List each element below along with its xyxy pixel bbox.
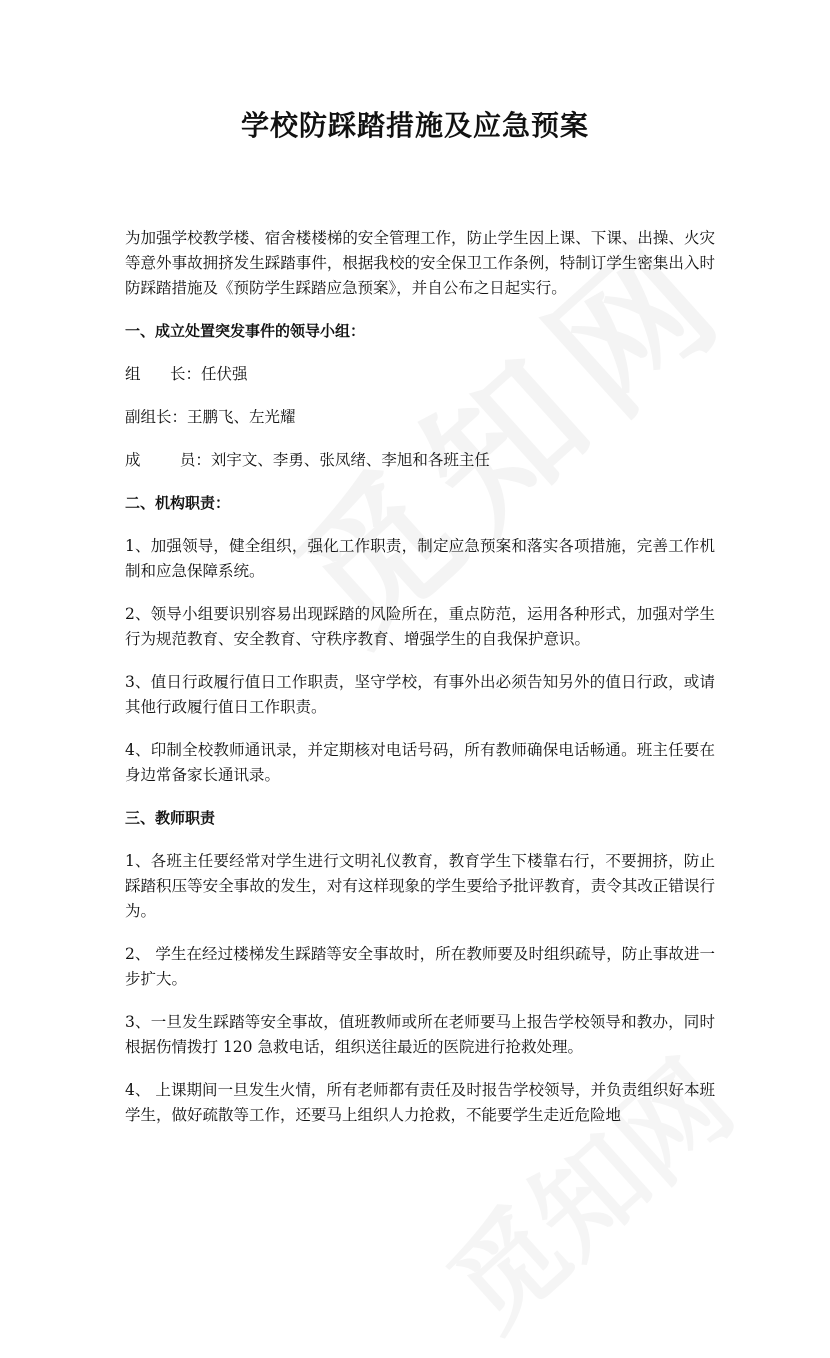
section1-heading: 一、成立处置突发事件的领导小组： [125, 322, 366, 340]
intro-paragraph: 为加强学校教学楼、宿舍楼楼梯的安全管理工作，防止学生因上课、下课、出操、火灾等意外事故拥挤发生踩踏事件，根据我校的安全保卫工作条例，特制订学生密集出入时防踩踏措施及《预防学生踩踏应急预案》，并自公布之日起实行。 [125, 229, 715, 297]
section3-item-2: 2、 学生在经过楼梯发生踩踏等安全事故时，所在教师要及时组织疏导，防止事故进一步扩大。 [125, 945, 715, 988]
section3-item-1: 1、各班主任要经常对学生进行文明礼仪教育，教育学生下楼靠右行，不要拥挤，防止踩踏积压等安全事故的发生，对有这样现象的学生要给予批评教育，责令其改正错误行为。 [125, 852, 715, 920]
section2-item-2: 2、领导小组要识别容易出现踩踏的风险所在，重点防范，运用各种形式，加强对学生行为规范教育、安全教育、守秩序教育、增强学生的自我保护意识。 [125, 605, 715, 648]
members-line: 成 员：刘宇文、李勇、张凤绪、李旭和各班主任 [125, 451, 490, 469]
section2-item-3: 3、值日行政履行值日工作职责，坚守学校，有事外出必须告知另外的值日行政，或请其他行政履行值日工作职责。 [125, 673, 715, 716]
document-body [125, 226, 715, 1128]
section3-item-4: 4、 上课期间一旦发生火情，所有老师都有责任及时报告学校领导，并负责组织好本班学生，做好疏散等工作，还要马上组织人力抢救，不能要学生走近危险地 [125, 1081, 715, 1124]
section2-heading: 二、机构职责： [125, 494, 231, 512]
deputy-line: 副组长：王鹏飞、左光耀 [125, 408, 296, 426]
document-title: 学校防踩踏措施及应急预案 [240, 109, 589, 142]
leader-line: 组 长：任伏强 [125, 365, 248, 383]
section2-item-4: 4、印制全校教师通讯录，并定期核对电话号码，所有教师确保电话畅通。班主任要在身边常备家长通讯录。 [125, 741, 715, 784]
section2-item-1: 1、加强领导，健全组织，强化工作职责，制定应急预案和落实各项措施，完善工作机制和应急保障系统。 [125, 537, 715, 580]
section3-item-3: 3、一旦发生踩踏等安全事故，值班教师或所在老师要马上报告学校领导和教办，同时根据伤情拨打 120 急救电话，组织送往最近的医院进行抢救处理。 [125, 1013, 715, 1056]
section3-heading: 三、教师职责 [125, 809, 216, 827]
